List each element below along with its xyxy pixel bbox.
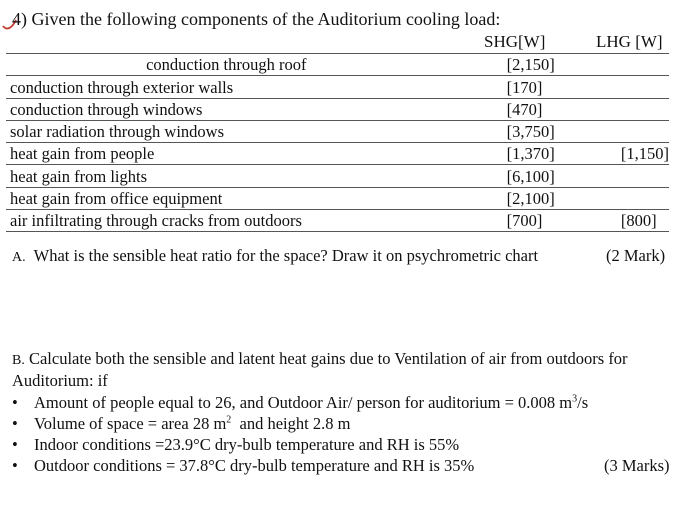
shg-cell: [170]	[503, 76, 617, 98]
part-b-letter: B.	[12, 353, 25, 368]
cooling-load-table	[6, 53, 669, 232]
part-a-marks: (2 Mark)	[606, 246, 666, 265]
shg-cell: [470]	[503, 98, 617, 120]
list-item: • Amount of people equal to 26, and Outdoor Air/ person for auditorium = 0.008 $m^3/s$	[12, 393, 589, 412]
lhg-cell	[617, 120, 669, 142]
shg-cell: [2,100]	[503, 187, 617, 209]
part-a-text: What is the sensible heat ratio for the space? Draw it on psychrometric chart	[33, 246, 539, 265]
lhg-cell	[617, 165, 669, 187]
part-b-text: Calculate both the sensible and latent heat gains due to Ventilation of air from outdoors for Auditorium: if	[12, 349, 628, 390]
question-title: 4) Given the following components of the Auditorium cooling load:	[12, 9, 501, 29]
component-cell: solar radiation through windows	[6, 120, 503, 142]
shg-header: SHG[W]	[484, 32, 546, 51]
lhg-cell	[617, 187, 669, 209]
bullet-icon: •	[12, 435, 18, 454]
shg-cell: [2,150]	[503, 54, 617, 76]
list-item: • Volume of space = area 28 $m^2$ and height 2.8 m	[12, 414, 351, 433]
table-row	[6, 165, 669, 187]
shg-cell: [6,100]	[503, 165, 617, 187]
component-cell: air infiltrating through cracks from outdoors	[6, 210, 503, 232]
component-cell: heat gain from lights	[6, 165, 503, 187]
lhg-cell: [1,150]	[617, 143, 669, 165]
lhg-cell: [800]	[617, 210, 669, 232]
bullet-icon: •	[12, 456, 18, 475]
lhg-header: LHG [W]	[596, 32, 663, 51]
component-cell: heat gain from people	[6, 143, 503, 165]
table-row	[6, 98, 669, 120]
component-cell: conduction through windows	[6, 98, 503, 120]
lhg-cell	[617, 76, 669, 98]
bullet-icon: •	[12, 393, 18, 412]
table-row	[6, 76, 669, 98]
table-row	[6, 120, 669, 142]
shg-cell: [1,370]	[503, 143, 617, 165]
shg-cell: [3,750]	[503, 120, 617, 142]
component-cell: heat gain from office equipment	[6, 187, 503, 209]
part-b-bullet-list	[12, 392, 692, 476]
table-row	[6, 143, 669, 165]
list-item: • Outdoor conditions = 37.8°C dry-bulb temperature and RH is 35% (3 Marks)	[12, 456, 670, 475]
bullet-icon: •	[12, 414, 18, 433]
table-row	[6, 187, 669, 209]
shg-cell: [700]	[503, 210, 617, 232]
list-item: • Indoor conditions =23.9°C dry-bulb temperature and RH is 55%	[12, 435, 460, 454]
component-cell: conduction through roof	[6, 54, 503, 76]
part-a-question	[12, 246, 538, 266]
table-row	[6, 54, 669, 76]
part-a-letter: A.	[12, 250, 26, 265]
lhg-cell	[617, 54, 669, 76]
part-b-marks: (3 Marks)	[604, 456, 670, 475]
component-cell: conduction through exterior walls	[6, 76, 503, 98]
table-row	[6, 210, 669, 232]
part-b-question	[12, 349, 682, 391]
lhg-cell	[617, 98, 669, 120]
